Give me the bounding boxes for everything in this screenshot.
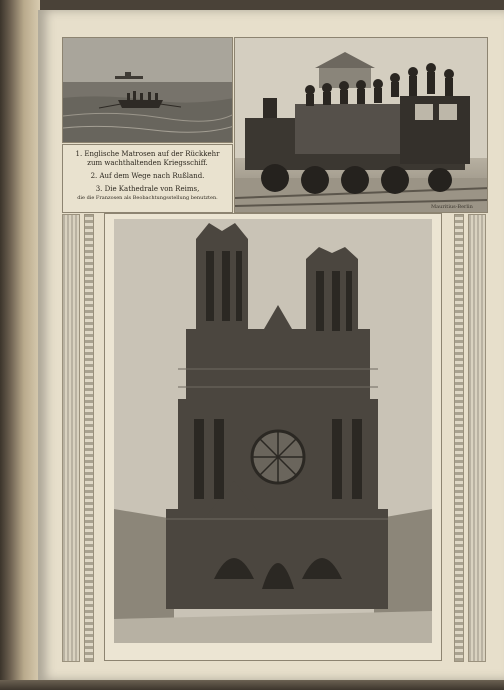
caption-1: 1. Englische Matrosen auf der Rückkehr [75,150,220,158]
caption-block [62,144,233,213]
caption-3: 3. Die Kathedrale von Reims, [95,185,200,193]
decorative-column-left-inner [84,214,94,662]
decorative-column-right-inner [454,214,464,662]
caption-3-continued: die die Franzosen als Beobachtungsstellung benutzten. [77,195,218,201]
decorative-column-left-outer [62,214,80,662]
decorative-column-right-outer [468,214,486,662]
caption-2: 2. Auf dem Wege nach Rußland. [90,172,205,180]
caption-1-continued: zum wachthaltenden Kriegsschiff. [87,159,208,167]
photo-reims-cathedral [114,219,432,643]
photo-credit: Mauritius-Berlin [431,204,473,210]
photo-locomotive-soldiers [234,37,488,213]
page-bottom-edge [0,680,504,690]
book-binding [0,0,40,690]
photo-sailors-boat [62,37,233,143]
